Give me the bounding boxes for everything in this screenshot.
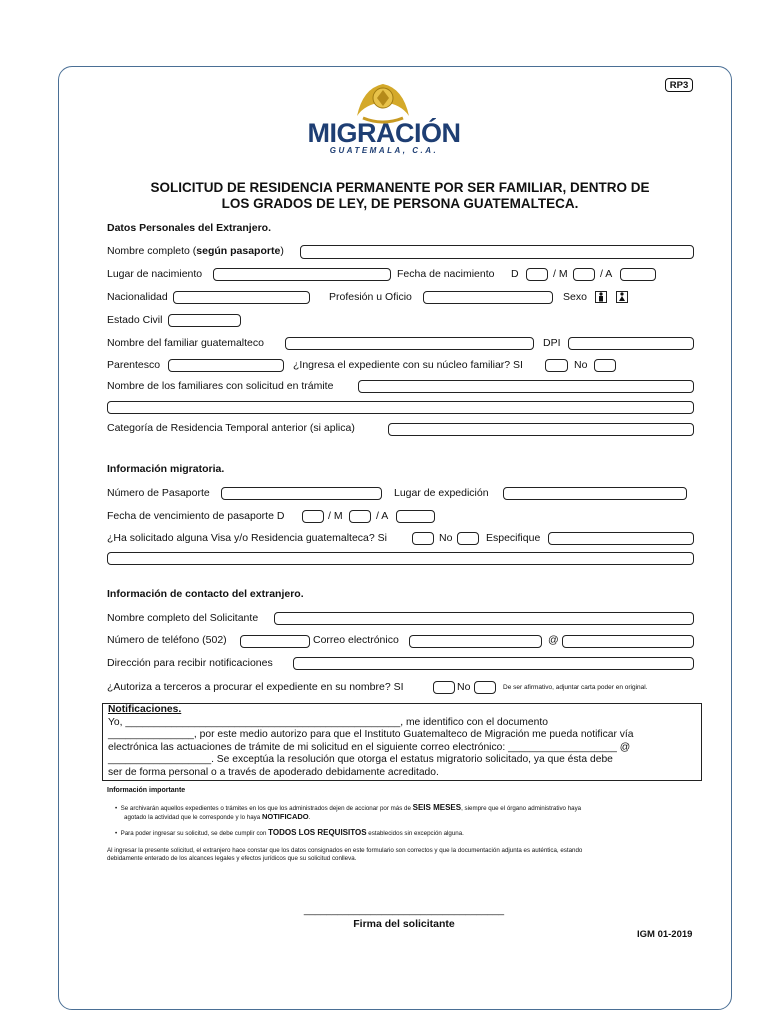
form-code-badge: RP3 [665, 78, 693, 92]
expiry-month-label: / M [328, 510, 343, 522]
full-name-field[interactable] [300, 245, 694, 259]
nationality-field[interactable] [173, 291, 310, 304]
important-bullet-1: • Se archivarán aquellos expedientes o trámites en los que los administrados dejen de accionar por más de SEIS MESES, siempre que el órgano administrativo haya agotado la actividad que le corresponde y lo haya NOTIFICADO. [115, 803, 582, 821]
logo-subtitle: GUATEMALA, C.A. [329, 146, 439, 155]
prev-category-field[interactable] [388, 423, 694, 436]
expiry-year-field[interactable] [396, 510, 435, 523]
year-label: / A [600, 268, 613, 280]
joint-no-label: No [574, 359, 588, 371]
email-label: Correo electrónico [313, 634, 399, 646]
address-label: Dirección para recibir notificaciones [107, 657, 273, 669]
birth-day-field[interactable] [526, 268, 548, 281]
dpi-label: DPI [543, 337, 561, 349]
visa-no-label: No [439, 532, 453, 544]
at-sign: @ [548, 634, 559, 646]
specify-field[interactable] [548, 532, 694, 545]
applicant-name-field[interactable] [274, 612, 694, 625]
important-heading: Información importante [107, 787, 186, 794]
section-personal-heading: Datos Personales del Extranjero. [107, 222, 271, 234]
email-user-field[interactable] [409, 635, 542, 648]
profession-label: Profesión u Oficio [329, 291, 412, 303]
passport-number-label: Número de Pasaporte [107, 487, 210, 499]
phone-field[interactable] [240, 635, 310, 648]
notifications-heading: Notificaciones. [108, 704, 182, 715]
authorize-yes-checkbox[interactable] [433, 681, 455, 694]
section-migratory-heading: Información migratoria. [107, 463, 225, 475]
address-field[interactable] [293, 657, 694, 670]
authorize-question-label: ¿Autoriza a terceros a procurar el expediente en su nombre? SI [107, 681, 404, 693]
signature-line: ____________________________________ [303, 905, 505, 916]
profession-field[interactable] [423, 291, 553, 304]
relative-name-label: Nombre del familiar guatemalteco [107, 337, 264, 349]
page-title: SOLICITUD DE RESIDENCIA PERMANENTE POR SER FAMILIAR, DENTRO DE LOS GRADOS DE LEY, DE PERSONA GUATEMALTECA. [150, 180, 650, 211]
full-name-label: Nombre completo (según pasaporte) [107, 245, 284, 257]
civil-status-field[interactable] [168, 314, 241, 327]
joint-no-checkbox[interactable] [594, 359, 616, 372]
female-icon[interactable] [616, 291, 628, 303]
logo-wordmark: MIGRACIÓN [307, 118, 461, 148]
month-label: / M [553, 268, 568, 280]
birthplace-field[interactable] [213, 268, 391, 281]
specify-label: Especifique [486, 532, 541, 544]
signature-label: Firma del solicitante [353, 918, 455, 930]
visa-no-checkbox[interactable] [457, 532, 479, 545]
kinship-field[interactable] [168, 359, 284, 372]
authorize-note: De ser afirmativo, adjuntar carta poder en original. [503, 684, 648, 691]
email-domain-field[interactable] [562, 635, 694, 648]
visa-yes-checkbox[interactable] [412, 532, 434, 545]
passport-number-field[interactable] [221, 487, 382, 500]
birth-month-field[interactable] [573, 268, 595, 281]
relatives-field[interactable] [358, 380, 694, 393]
footer-code: IGM 01-2019 [637, 929, 693, 940]
authorize-no-checkbox[interactable] [474, 681, 496, 694]
applicant-name-label: Nombre completo del Solicitante [107, 612, 259, 624]
notifications-line: electrónica las actuaciones de trámite de mi solicitud en el siguiente correo electrónico: ___________________ @ [108, 741, 631, 753]
phone-label: Número de teléfono (502) [107, 634, 227, 646]
sex-label: Sexo [563, 291, 587, 303]
nationality-label: Nacionalidad [107, 291, 168, 303]
expiry-day-field[interactable] [302, 510, 324, 523]
specify-field-line2[interactable] [107, 552, 694, 565]
relatives-field-line2[interactable] [107, 401, 694, 414]
notifications-line: __________________. Se exceptúa la resolución que otorga el estatus migratorio solicitado, ya que ésta debe [108, 754, 613, 765]
birthdate-label: Fecha de nacimiento [397, 268, 495, 280]
civil-status-label: Estado Civil [107, 314, 163, 326]
kinship-label: Parentesco [107, 359, 161, 371]
expiry-label: Fecha de vencimiento de pasaporte D [107, 510, 285, 522]
notifications-line: ser de forma personal o a través de apoderado debidamente acreditado. [108, 766, 439, 778]
issue-place-field[interactable] [503, 487, 687, 500]
issue-place-label: Lugar de expedición [394, 487, 489, 499]
declaration-paragraph: Al ingresar la presente solicitud, el extranjero hace constar que los datos consignados en este formulario son correctos y que la documentación adjunta es auténtica, estando debidamente enterado de los alcances legales y efectos jurídicos que su solicitud conlleva. [107, 847, 583, 862]
expiry-month-field[interactable] [349, 510, 371, 523]
notifications-line: _______________, por este medio autorizo para que el Instituto Guatemalteco de Migración me pueda notificar vía [108, 729, 634, 740]
section-contact-heading: Información de contacto del extranjero. [107, 588, 304, 600]
expiry-year-label: / A [376, 510, 389, 522]
relatives-label: Nombre de los familiares con solicitud en trámite [107, 380, 334, 392]
important-bullet-2: • Para poder ingresar su solicitud, se debe cumplir con TODOS LOS REQUISITOS establecidos sin excepción alguna. [115, 828, 464, 837]
male-icon[interactable] [595, 291, 607, 303]
joint-question-label: ¿Ingresa el expediente con su núcleo familiar? SI [293, 359, 523, 371]
notifications-line: Yo, ________________________________________________, me identifico con el documento [108, 716, 548, 728]
authorize-no-label: No [457, 681, 471, 693]
joint-yes-checkbox[interactable] [545, 359, 568, 372]
birthplace-label: Lugar de nacimiento [107, 268, 203, 280]
visa-question-label: ¿Ha solicitado alguna Visa y/o Residencia guatemalteca? Si [107, 532, 387, 544]
relative-name-field[interactable] [285, 337, 534, 350]
dpi-field[interactable] [568, 337, 694, 350]
prev-category-label: Categoría de Residencia Temporal anterior (si aplica) [107, 422, 355, 434]
birth-year-field[interactable] [620, 268, 656, 281]
day-label: D [511, 268, 519, 280]
notifications-box [102, 703, 702, 781]
